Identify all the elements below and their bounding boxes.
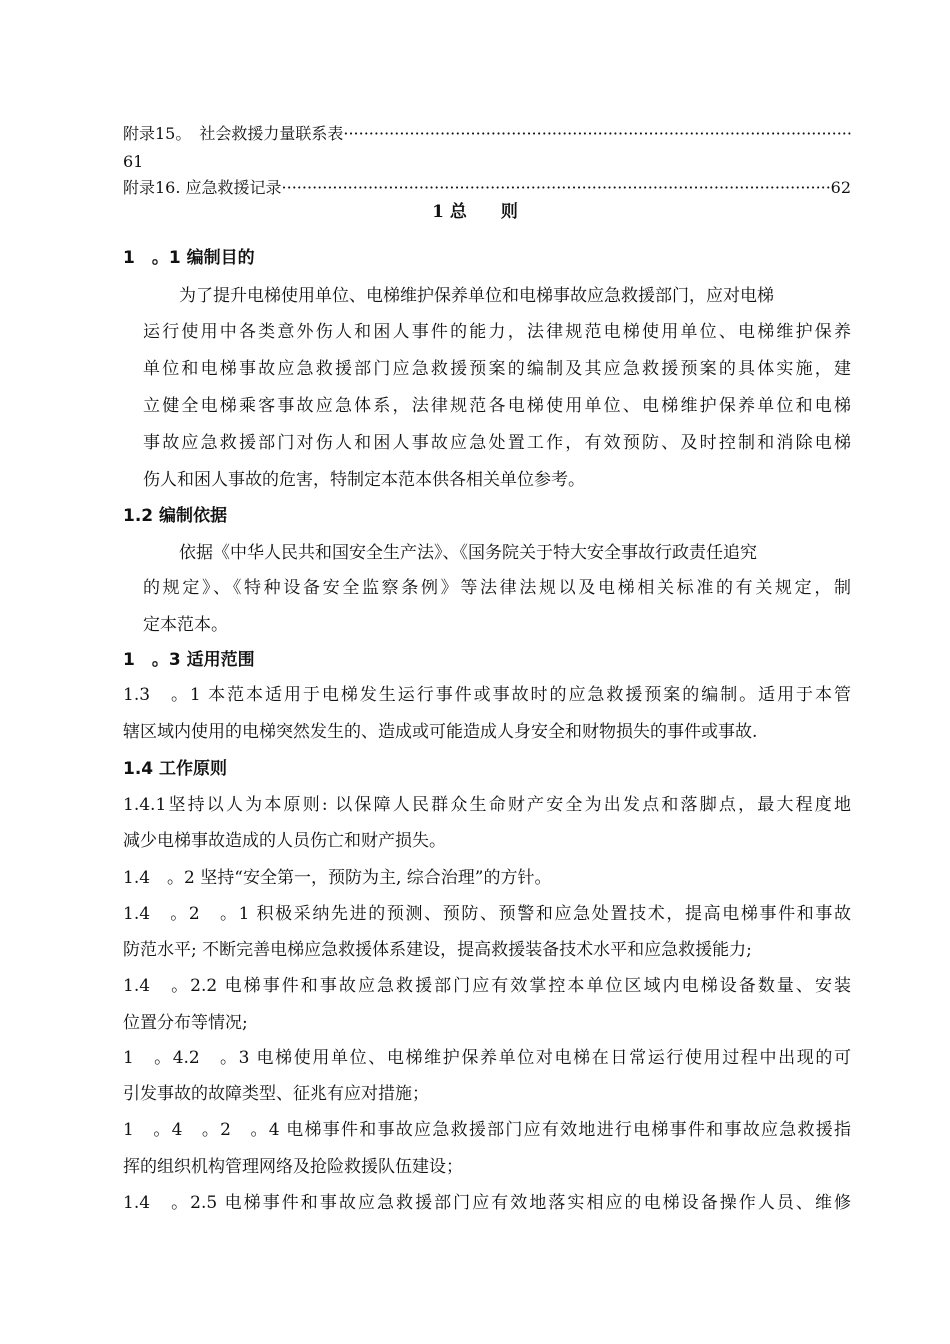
paragraph-line: 1.4 。2 坚持“安全第一，预防为主, 综合治理”的方针。 xyxy=(123,868,552,888)
paragraph-line: 防范水平; 不断完善电梯应急救援体系建设，提高救援装备技术水平和应急救援能力; xyxy=(123,940,752,960)
toc-label: 附录16. 应急救援记录 xyxy=(123,178,282,197)
paragraph-line: 辖区域内使用的电梯突然发生的、造成或可能造成人身安全和财物损失的事件或事故. xyxy=(123,722,758,742)
section-heading-1-3: 1 。3 适用范围 xyxy=(123,650,255,670)
toc-leader-dots xyxy=(282,178,831,198)
paragraph-line: 1.4 。2.5 电梯事件和事故应急救援部门应有效地落实相应的电梯设备操作人员、维修 xyxy=(123,1193,851,1213)
paragraph-line: 1.3 。1 本范本适用于电梯发生运行事件或事故时的应急救援预案的编制。适用于本管 xyxy=(123,685,851,705)
toc-page-number: 61 xyxy=(123,152,144,171)
paragraph-line: 伤人和困人事故的危害，特制定本范本供各相关单位参考。 xyxy=(143,470,585,490)
section-heading-1-2: 1.2 编制依据 xyxy=(123,506,228,526)
paragraph-line: 1 。4.2 。3 电梯使用单位、电梯维护保养单位对电梯在日常运行使用过程中出现的可 xyxy=(123,1048,851,1068)
paragraph-line: 1.4.1坚持以人为本原则: 以保障人民群众生命财产安全为出发点和落脚点，最大程度地 xyxy=(123,795,851,815)
paragraph-line: 1.4 。2.2 电梯事件和事故应急救援部门应有效掌控本单位区域内电梯设备数量、安装 xyxy=(123,976,851,996)
paragraph-line: 位置分布等情况; xyxy=(123,1013,248,1033)
paragraph-line: 1 。4 。2 。4 电梯事件和事故应急救援部门应有效地进行电梯事件和事故应急救援指 xyxy=(123,1120,851,1140)
paragraph-line: 单位和电梯事故应急救援部门应急救援预案的编制及其应急救援预案的具体实施，建 xyxy=(143,359,851,379)
paragraph-line: 的规定》、《特种设备安全监察条例》等法律法规以及电梯相关标准的有关规定，制 xyxy=(143,578,851,598)
chapter-title: 1 总 则 xyxy=(432,202,518,222)
paragraph-line: 引发事故的故障类型、征兆有应对措施； xyxy=(123,1084,429,1104)
paragraph-line: 减少电梯事故造成的人员伤亡和财产损失。 xyxy=(123,831,446,851)
paragraph-line: 事故应急救援部门对伤人和困人事故应急处置工作，有效预防、及时控制和消除电梯 xyxy=(143,433,851,453)
paragraph-line: 依据《中华人民共和国安全生产法》、《国务院关于特大安全事故行政责任追究 xyxy=(179,543,757,563)
toc-entry-15[interactable] xyxy=(123,124,851,144)
paragraph-line: 为了提升电梯使用单位、电梯维护保养单位和电梯事故应急救援部门，应对电梯 xyxy=(179,286,774,306)
paragraph-line: 1.4 。2 。1 积极采纳先进的预测、预防、预警和应急处置技术，提高电梯事件和事故 xyxy=(123,904,851,924)
paragraph-line: 挥的组织机构管理网络及抢险救援队伍建设； xyxy=(123,1157,463,1177)
toc-page-number: 62 xyxy=(830,178,851,197)
paragraph-line: 立健全电梯乘客事故应急体系，法律规范各电梯使用单位、电梯维护保养单位和电梯 xyxy=(143,396,851,416)
toc-entry-16[interactable] xyxy=(123,178,851,198)
section-heading-1-1: 1 。1 编制目的 xyxy=(123,248,255,268)
paragraph-line: 运行使用中各类意外伤人和困人事件的能力，法律规范电梯使用单位、电梯维护保养 xyxy=(143,322,851,342)
paragraph-line: 定本范本。 xyxy=(143,615,228,635)
toc-leader-dots xyxy=(343,124,851,144)
section-heading-1-4: 1.4 工作原则 xyxy=(123,759,228,779)
toc-label: 附录15。 社会救援力量联系表 xyxy=(123,124,344,143)
